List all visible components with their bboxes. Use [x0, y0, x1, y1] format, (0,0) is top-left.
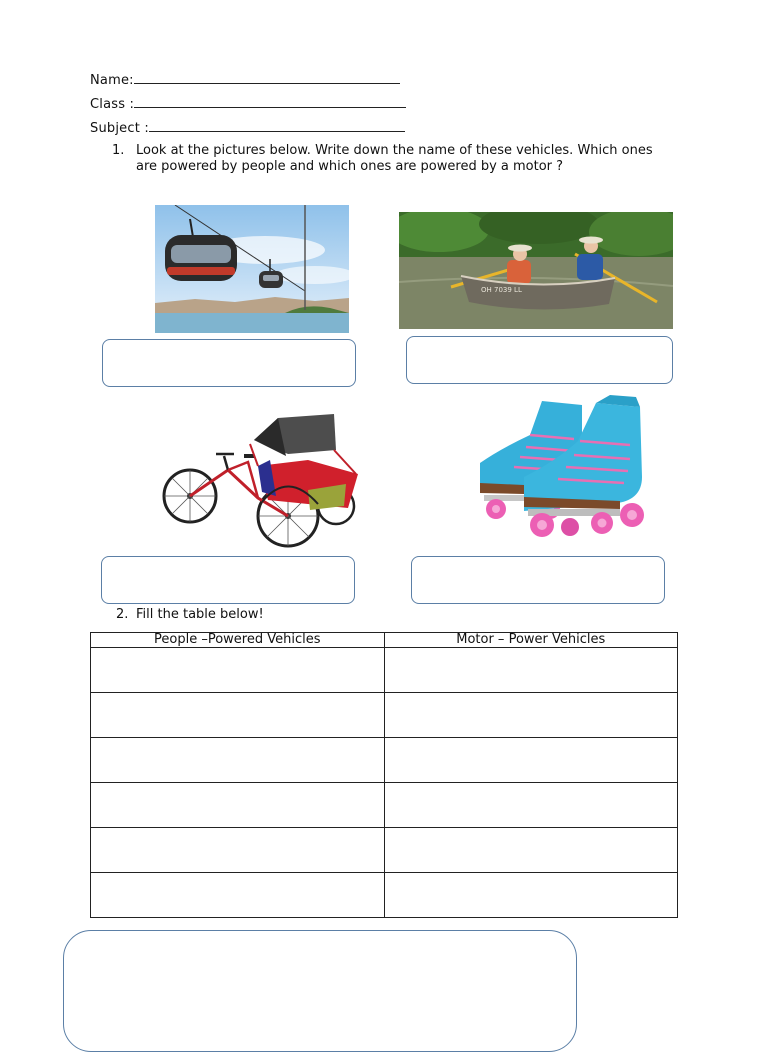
name-field[interactable] [90, 71, 400, 88]
motor-powered-cell[interactable] [384, 648, 678, 693]
question-1-text: Look at the pictures below. Write down the name of these vehicles. Which ones are powered by people and which ones are powered by a motor ? [136, 143, 653, 174]
header-people-powered: People –Powered Vehicles [91, 633, 385, 648]
roller-skates-picture [470, 395, 656, 543]
people-powered-cell[interactable] [91, 783, 385, 828]
class-label: Class : [90, 97, 135, 112]
people-powered-cell[interactable] [91, 873, 385, 918]
name-blank[interactable] [134, 71, 400, 84]
cable-car-picture [155, 205, 349, 333]
motor-powered-cell[interactable] [384, 873, 678, 918]
table-row [91, 648, 678, 693]
bottom-text-box[interactable] [63, 930, 577, 1052]
subject-blank[interactable] [149, 119, 405, 132]
trishaw-picture [158, 410, 374, 548]
people-powered-cell[interactable] [91, 828, 385, 873]
motor-powered-cell[interactable] [384, 783, 678, 828]
answer-box-trishaw[interactable] [101, 556, 355, 604]
subject-field[interactable] [90, 119, 405, 136]
name-label: Name: [90, 73, 134, 88]
question-2-text: Fill the table below! [136, 607, 264, 621]
subject-label: Subject : [90, 121, 149, 136]
vehicle-table [90, 632, 678, 918]
motor-powered-cell[interactable] [384, 693, 678, 738]
table-header-row [91, 633, 678, 648]
people-powered-cell[interactable] [91, 738, 385, 783]
people-powered-cell[interactable] [91, 693, 385, 738]
answer-box-canoe[interactable] [406, 336, 673, 384]
motor-powered-cell[interactable] [384, 738, 678, 783]
table-row [91, 693, 678, 738]
question-1-number: 1. [112, 143, 125, 158]
class-blank[interactable] [134, 95, 406, 108]
canoe-picture [399, 212, 673, 329]
canoe-hull-text: OH 7039 LL [481, 286, 522, 294]
table-row [91, 873, 678, 918]
people-powered-cell[interactable] [91, 648, 385, 693]
class-field[interactable] [90, 95, 406, 112]
table-row [91, 783, 678, 828]
question-2-number: 2. [116, 607, 129, 621]
question-2 [112, 607, 412, 621]
answer-box-cable-car[interactable] [102, 339, 356, 387]
motor-powered-cell[interactable] [384, 828, 678, 873]
table-row [91, 738, 678, 783]
table-row [91, 828, 678, 873]
answer-box-roller-skates[interactable] [411, 556, 665, 604]
header-motor-powered: Motor – Power Vehicles [384, 633, 678, 648]
